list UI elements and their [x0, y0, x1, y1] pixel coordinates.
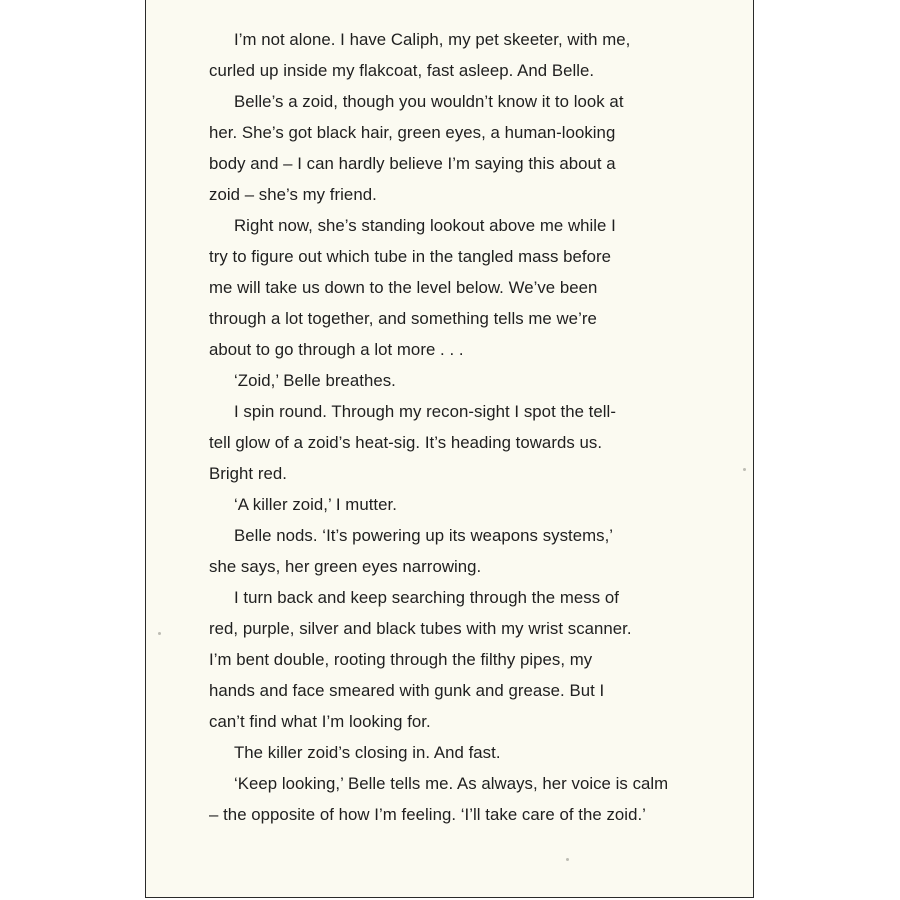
text-line: red, purple, silver and black tubes with my wrist scanner. [209, 619, 632, 638]
paper-speck [743, 468, 746, 471]
paragraph [209, 24, 679, 86]
paragraph [209, 210, 679, 365]
text-line: I turn back and keep searching through the mess of [234, 588, 619, 607]
book-page [145, 0, 754, 898]
text-line: curled up inside my flakcoat, fast asleep. And Belle. [209, 61, 595, 80]
text-line: ‘Zoid,’ Belle breathes. [234, 371, 396, 390]
paragraph [209, 582, 679, 737]
paper-speck [566, 858, 569, 861]
paper-speck [158, 632, 161, 635]
text-line: can’t find what I’m looking for. [209, 712, 431, 731]
paragraph [209, 489, 679, 520]
text-line: her. She’s got black hair, green eyes, a human-looking [209, 123, 616, 142]
text-line: Belle’s a zoid, though you wouldn’t know it to look at [234, 92, 624, 111]
text-line: Belle nods. ‘It’s powering up its weapons systems,’ [234, 526, 614, 545]
text-line: she says, her green eyes narrowing. [209, 557, 482, 576]
text-line: The killer zoid’s closing in. And fast. [234, 743, 501, 762]
text-line: – the opposite of how I’m feeling. ‘I’ll take care of the zoid.’ [209, 805, 646, 824]
text-line: tell glow of a zoid’s heat-sig. It’s heading towards us. [209, 433, 603, 452]
paragraph [209, 737, 679, 768]
text-line: Right now, she’s standing lookout above me while I [234, 216, 616, 235]
text-line: through a lot together, and something tells me we’re [209, 309, 597, 328]
paragraph [209, 520, 679, 582]
text-line: I’m bent double, rooting through the filthy pipes, my [209, 650, 593, 669]
text-line: I’m not alone. I have Caliph, my pet skeeter, with me, [234, 30, 631, 49]
text-line: try to figure out which tube in the tangled mass before [209, 247, 612, 266]
text-line: body and – I can hardly believe I’m saying this about a [209, 154, 616, 173]
page-text-body [209, 24, 679, 830]
paragraph [209, 768, 679, 830]
text-line: Bright red. [209, 464, 287, 483]
text-line: zoid – she’s my friend. [209, 185, 377, 204]
paragraph [209, 396, 679, 489]
text-line: ‘Keep looking,’ Belle tells me. As always, her voice is calm [234, 774, 669, 793]
paragraph [209, 365, 679, 396]
text-line: me will take us down to the level below. We’ve been [209, 278, 598, 297]
paragraph [209, 86, 679, 210]
text-line: about to go through a lot more . . . [209, 340, 464, 359]
text-line: ‘A killer zoid,’ I mutter. [234, 495, 397, 514]
text-line: hands and face smeared with gunk and grease. But I [209, 681, 605, 700]
text-line: I spin round. Through my recon-sight I spot the tell- [234, 402, 616, 421]
